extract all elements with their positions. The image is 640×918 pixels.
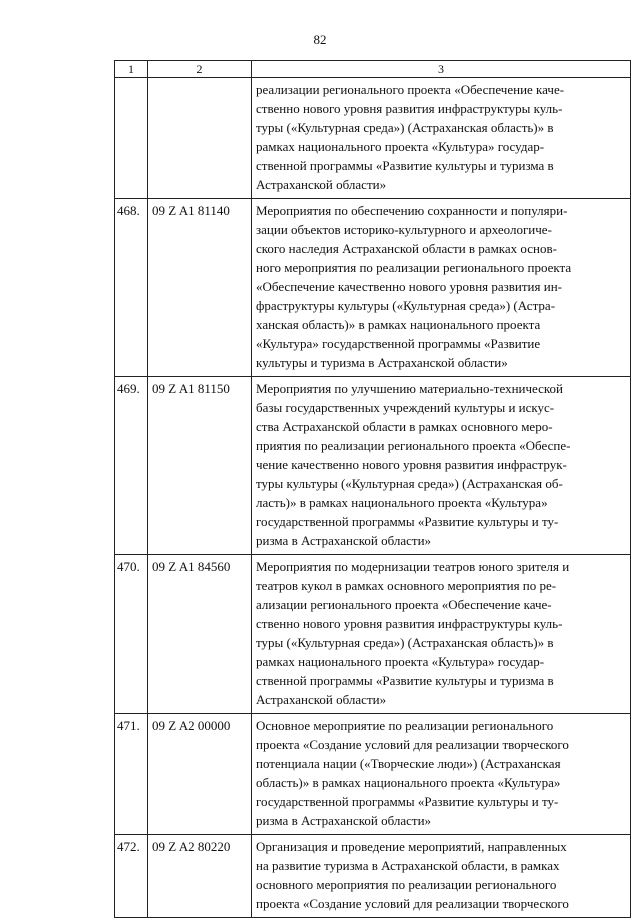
page-number: 82 — [313, 32, 327, 47]
row-description — [252, 78, 631, 199]
header-col-1: 1 — [115, 61, 148, 78]
description-line: ханская область)» в рамках национального проекта — [256, 317, 541, 332]
row-number: 470. — [115, 555, 148, 714]
description-line: «Культура» государственной программы «Развитие — [256, 336, 541, 351]
description-line: ственно нового уровня развития инфраструктуры куль- — [256, 101, 563, 116]
description-line: Мероприятия по улучшению материально-технической — [256, 381, 564, 396]
table-row — [115, 714, 631, 835]
description-line: «Обеспечение качественно нового уровня развития ин- — [256, 279, 562, 294]
row-description — [252, 377, 631, 555]
row-number: 471. — [115, 714, 148, 835]
description-line: Организация и проведение мероприятий, направленных — [256, 839, 567, 854]
row-description — [252, 555, 631, 714]
row-number: 468. — [115, 199, 148, 377]
row-code: 09 Z A1 84560 — [148, 555, 252, 714]
row-number — [115, 78, 148, 199]
description-line: ственной программы «Развитие культуры и туризма в — [256, 158, 554, 173]
row-code — [148, 78, 252, 199]
description-line: фраструктуры культуры («Культурная среда») (Астра- — [256, 298, 556, 313]
description-line: культуры и туризма в Астраханской области» — [256, 355, 508, 370]
description-line: туры культуры («Культурная среда») (Астраханская об- — [256, 476, 563, 491]
description-line: государственной программы «Развитие культуры и ту- — [256, 514, 559, 529]
header-col-2: 2 — [148, 61, 252, 78]
row-code: 09 Z A2 00000 — [148, 714, 252, 835]
description-line: потенциала нации («Творческие люди») (Астраханская — [256, 756, 561, 771]
description-line: рамках национального проекта «Культура» государ- — [256, 139, 545, 154]
description-line: театров кукол в рамках основного мероприятия по ре- — [256, 578, 557, 593]
budget-classification-table — [114, 60, 631, 918]
row-description — [252, 714, 631, 835]
description-line: Астраханской области» — [256, 177, 387, 192]
header-col-3: 3 — [252, 61, 631, 78]
description-line: государственной программы «Развитие культуры и ту- — [256, 794, 559, 809]
description-line: базы государственных учреждений культуры и искус- — [256, 400, 555, 415]
table-row — [115, 78, 631, 199]
description-line: ственно нового уровня развития инфраструктуры куль- — [256, 616, 563, 631]
description-line: Астраханской области» — [256, 692, 387, 707]
row-code: 09 Z A2 80220 — [148, 835, 252, 918]
description-line: ственной программы «Развитие культуры и туризма в — [256, 673, 554, 688]
description-line: рамках национального проекта «Культура» государ- — [256, 654, 545, 669]
row-number: 472. — [115, 835, 148, 918]
description-line: реализации регионального проекта «Обеспечение каче- — [256, 82, 565, 97]
description-line: ризма в Астраханской области» — [256, 533, 432, 548]
description-line: туры («Культурная среда») (Астраханская область)» в — [256, 635, 554, 650]
description-line: приятия по реализации регионального проекта «Обеспе- — [256, 438, 571, 453]
table-row — [115, 835, 631, 918]
description-line: Мероприятия по модернизации театров юного зрителя и — [256, 559, 570, 574]
table-row — [115, 377, 631, 555]
description-line: Основное мероприятие по реализации регионального — [256, 718, 554, 733]
description-line: ского наследия Астраханской области в рамках основ- — [256, 241, 557, 256]
description-line: ного мероприятия по реализации регионального проекта — [256, 260, 572, 275]
description-line: проекта «Создание условий для реализации творческого — [256, 896, 569, 911]
description-line: область)» в рамках национального проекта «Культура» — [256, 775, 561, 790]
row-code: 09 Z A1 81140 — [148, 199, 252, 377]
description-line: ризма в Астраханской области» — [256, 813, 432, 828]
table-header-row — [115, 61, 631, 78]
description-line: ства Астраханской области в рамках основного меро- — [256, 419, 553, 434]
row-number: 469. — [115, 377, 148, 555]
description-line: основного мероприятия по реализации регионального — [256, 877, 557, 892]
description-line: на развитие туризма в Астраханской области, в рамках — [256, 858, 560, 873]
description-line: чение качественно нового уровня развития инфраструк- — [256, 457, 567, 472]
description-line: ласть)» в рамках национального проекта «Культура» — [256, 495, 548, 510]
row-code: 09 Z A1 81150 — [148, 377, 252, 555]
description-line: туры («Культурная среда») (Астраханская область)» в — [256, 120, 554, 135]
table-row — [115, 555, 631, 714]
description-line: зации объектов историко-культурного и археологиче- — [256, 222, 552, 237]
row-description — [252, 835, 631, 918]
table-row — [115, 199, 631, 377]
description-line: ализации регионального проекта «Обеспечение каче- — [256, 597, 552, 612]
description-line: проекта «Создание условий для реализации творческого — [256, 737, 569, 752]
row-description — [252, 199, 631, 377]
description-line: Мероприятия по обеспечению сохранности и популяри- — [256, 203, 568, 218]
